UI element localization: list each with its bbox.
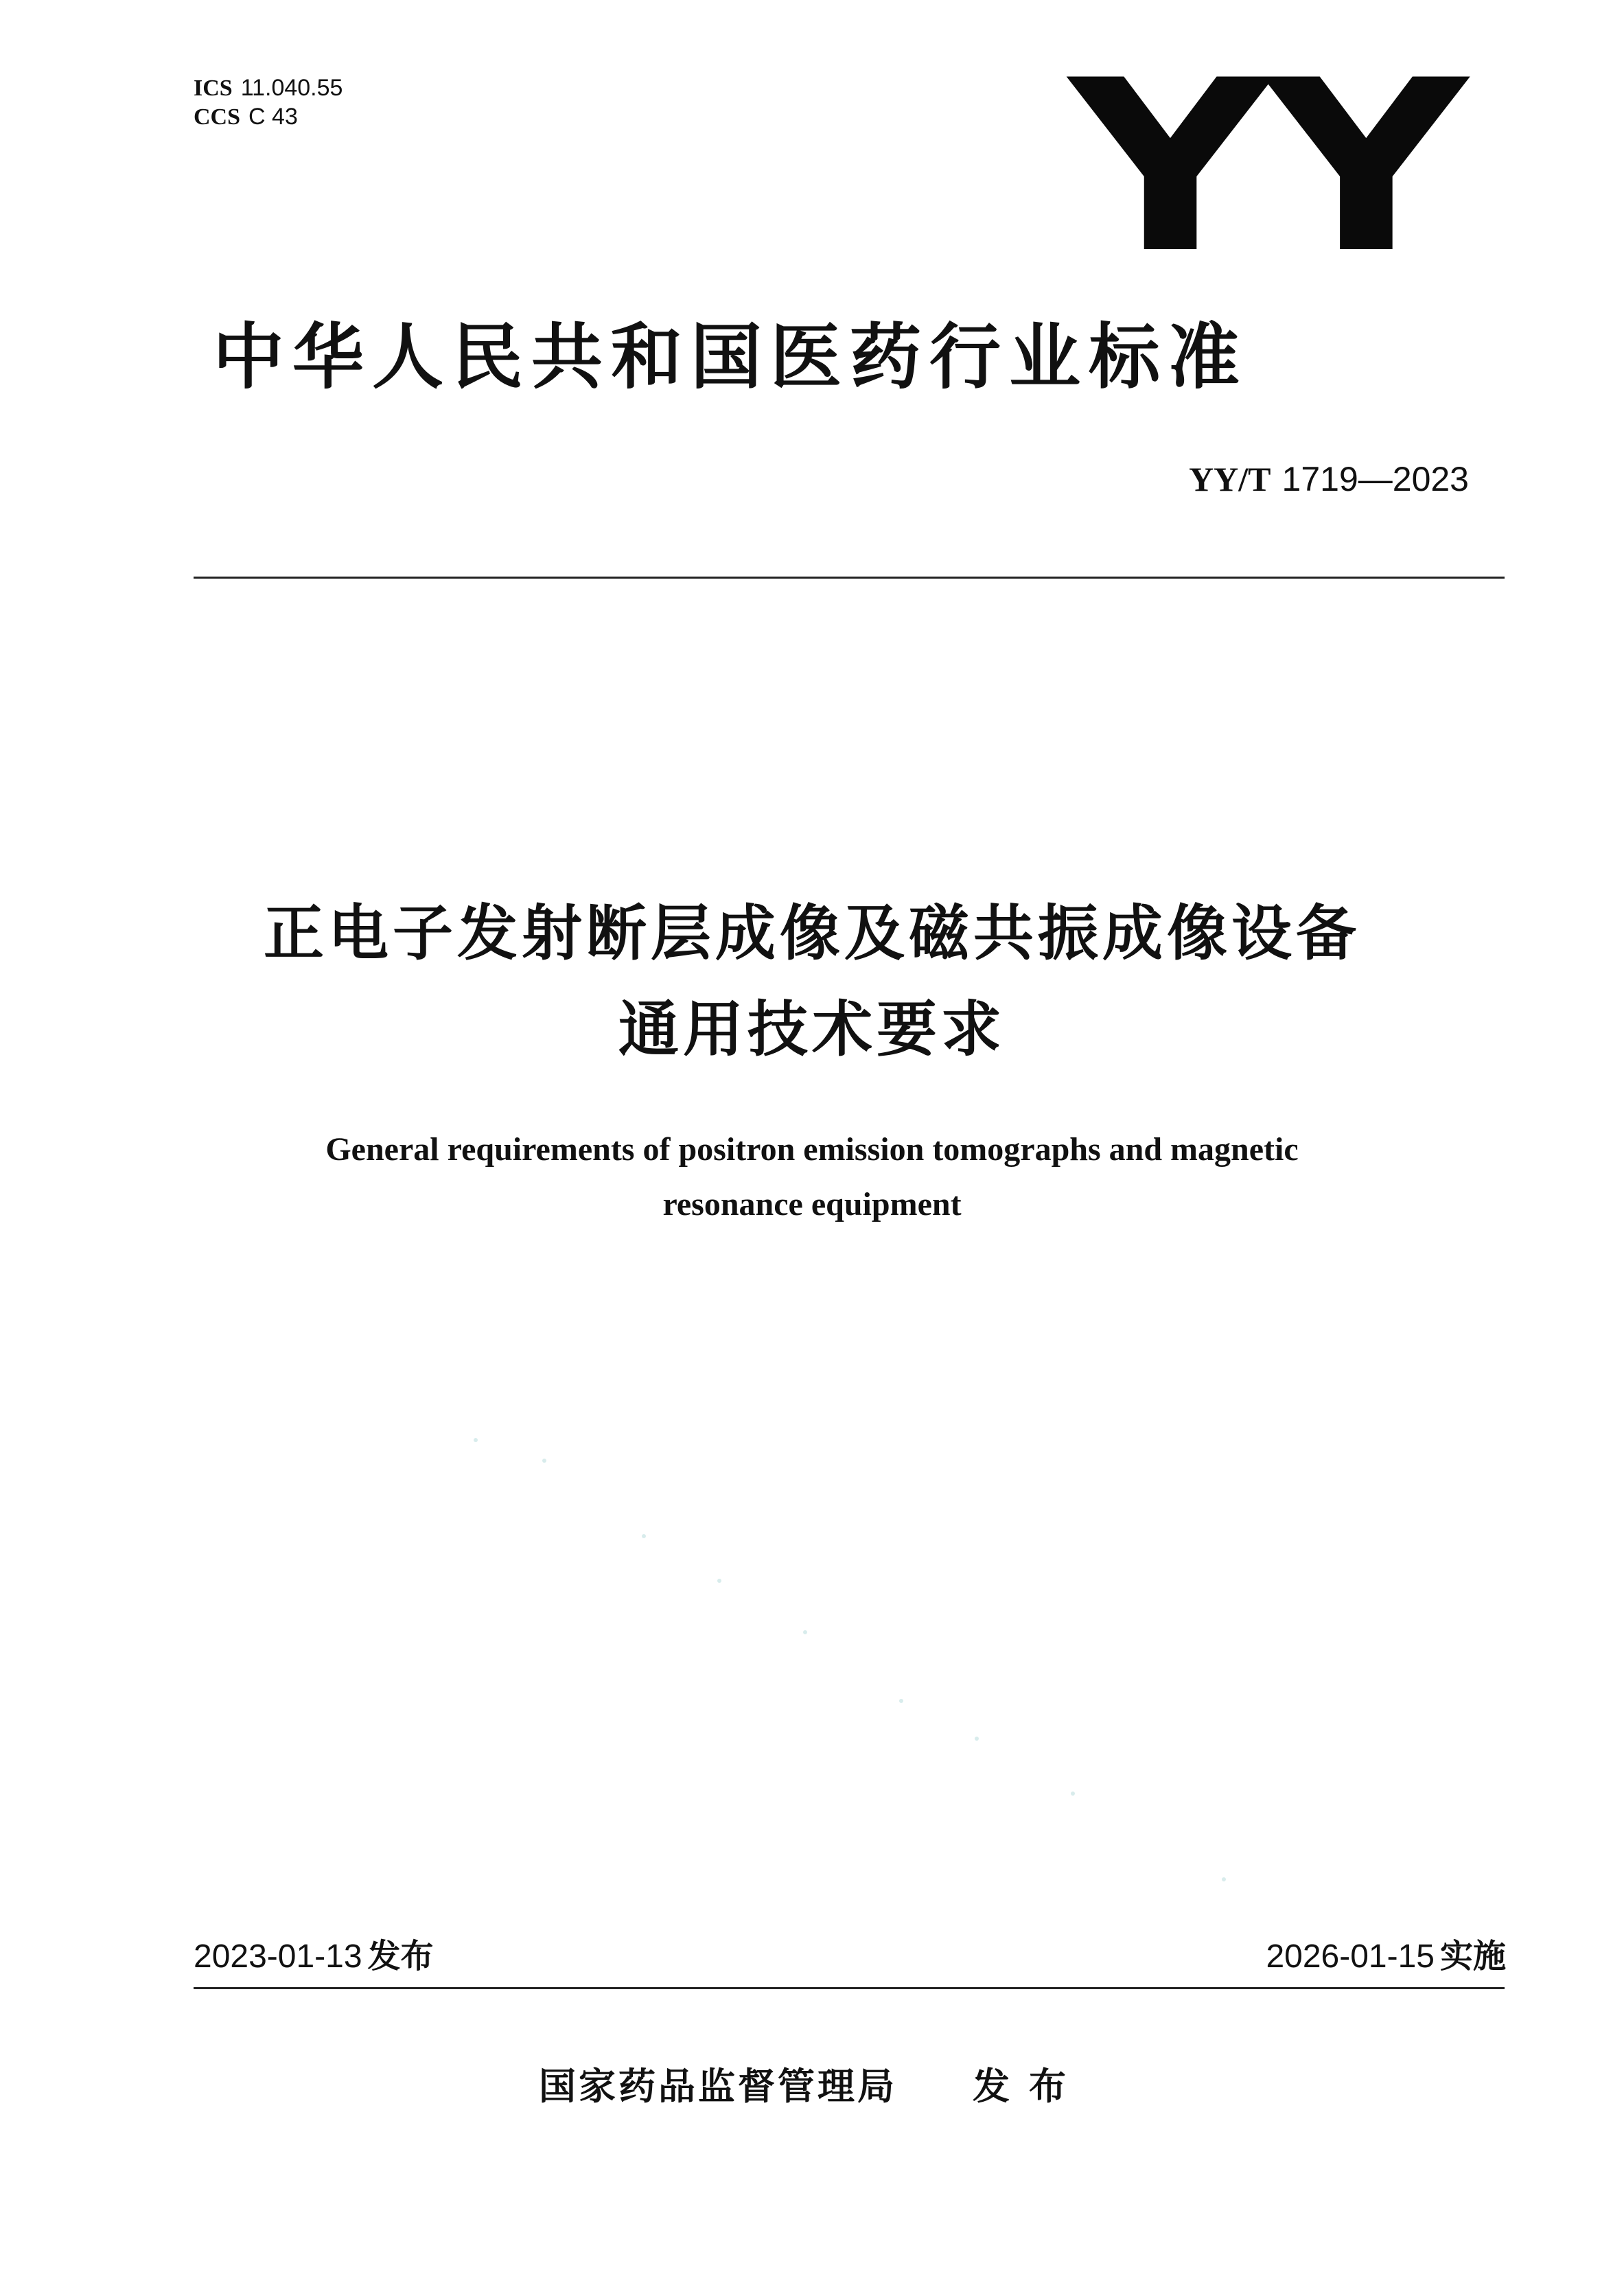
standard-number-prefix: YY/T (1189, 460, 1271, 498)
issue-date (194, 1936, 434, 1978)
scan-speck (642, 1534, 646, 1538)
ccs-value: C 43 (248, 104, 298, 130)
header-divider (194, 577, 1505, 579)
scan-speck (717, 1579, 721, 1583)
chinese-title-line-1: 正电子发射断层成像及磁共振成像设备 (263, 898, 1360, 969)
standard-number (1189, 459, 1469, 500)
ics-value: 11.040.55 (240, 75, 343, 101)
ics-code (194, 74, 343, 102)
issue-date-label: 发布 (367, 1937, 434, 1975)
scan-speck (1222, 1877, 1226, 1881)
ics-label: ICS (194, 76, 233, 101)
chinese-title-line-2: 通用技术要求 (618, 994, 1006, 1065)
ccs-code (194, 103, 298, 131)
issue-date-value: 2023-01-13 (194, 1938, 362, 1975)
effective-date-value: 2026-01-15 (1266, 1938, 1435, 1975)
standard-category-title: 中华人民共和国医药行业标准 (213, 315, 1249, 399)
issuing-authority (0, 2063, 1624, 2111)
scan-speck (975, 1737, 979, 1741)
english-title-line-2: resonance equipment (662, 1186, 962, 1222)
english-title-line-1: General requirements of positron emission tomographs and magnetic (325, 1131, 1299, 1168)
footer-divider (194, 1987, 1505, 1989)
effective-date-label: 实施 (1439, 1937, 1506, 1975)
ccs-label: CCS (194, 104, 241, 130)
standard-number-value: 1719—2023 (1281, 460, 1469, 498)
effective-date (1266, 1936, 1506, 1978)
scan-speck (474, 1438, 478, 1442)
scan-speck (899, 1699, 903, 1703)
scan-speck (542, 1459, 546, 1463)
authority-name: 国家药品监督管理局 (539, 2065, 897, 2108)
yy-standard-logo: YY (1069, 30, 1461, 305)
scan-speck (1071, 1791, 1075, 1796)
scan-speck (803, 1630, 807, 1634)
authority-action: 发布 (973, 2065, 1085, 2108)
